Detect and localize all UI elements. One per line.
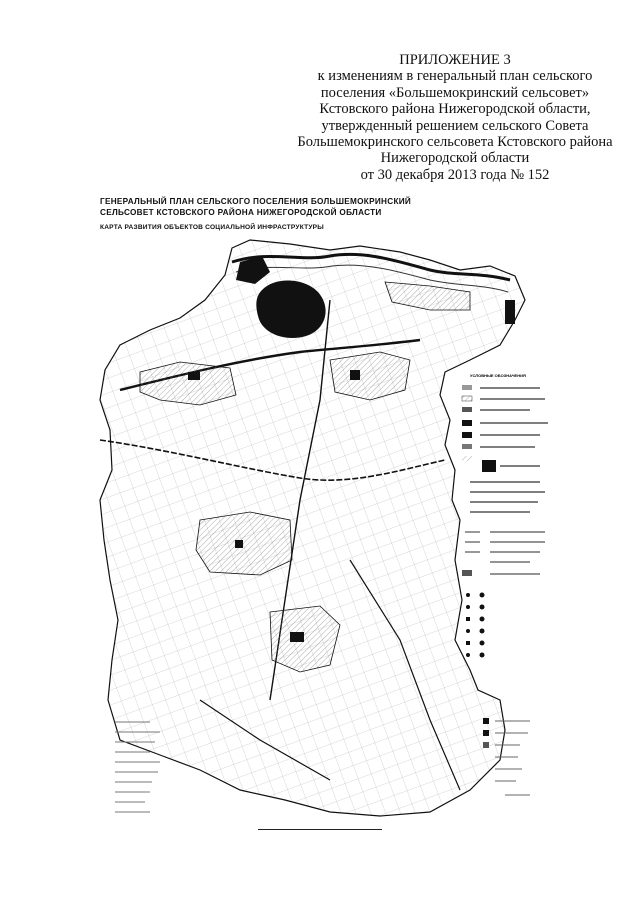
map-subtitle: КАРТА РАЗВИТИЯ ОБЪЕКТОВ СОЦИАЛЬНОЙ ИНФРАСТРУКТУРЫ <box>100 224 324 231</box>
appendix-line: к изменениям в генеральный план сельского <box>317 68 593 85</box>
appendix-line: Большемокринского сельсовета Кстовского района <box>297 134 613 151</box>
appendix-title: ПРИЛОЖЕНИЕ 3 <box>399 52 511 68</box>
settlement-middle <box>196 512 292 575</box>
legend-heading: УСЛОВНЫЕ ОБОЗНАЧЕНИЯ <box>470 373 526 378</box>
map-title-line2: СЕЛЬСОВЕТ КСТОВСКОГО РАЙОНА НИЖЕГОРОДСКОЙ ОБЛАСТИ <box>100 208 382 217</box>
appendix-date-line: от 30 декабря 2013 года № 152 <box>360 166 550 183</box>
appendix-line: поселения «Большемокринский сельсовет» <box>320 84 590 101</box>
object-marker <box>188 372 200 380</box>
object-marker <box>350 370 360 380</box>
object-marker <box>235 540 243 548</box>
object-marker <box>290 632 304 642</box>
legend-middle <box>462 532 545 576</box>
object-marker <box>505 300 515 324</box>
settlement-south <box>270 606 340 672</box>
legend-upper <box>462 373 548 512</box>
bottom-rule <box>258 829 382 830</box>
appendix-line: Кстовского района Нижегородской области, <box>319 101 591 118</box>
map-title-line1: ГЕНЕРАЛЬНЫЙ ПЛАН СЕЛЬСКОГО ПОСЕЛЕНИЯ БОЛЬШЕМОКРИНСКИЙ <box>100 197 412 206</box>
legend-symbols <box>466 593 485 658</box>
appendix-line: утвержденный решением сельского Совета <box>321 117 589 134</box>
appendix-line: Нижегородской области <box>380 150 530 167</box>
